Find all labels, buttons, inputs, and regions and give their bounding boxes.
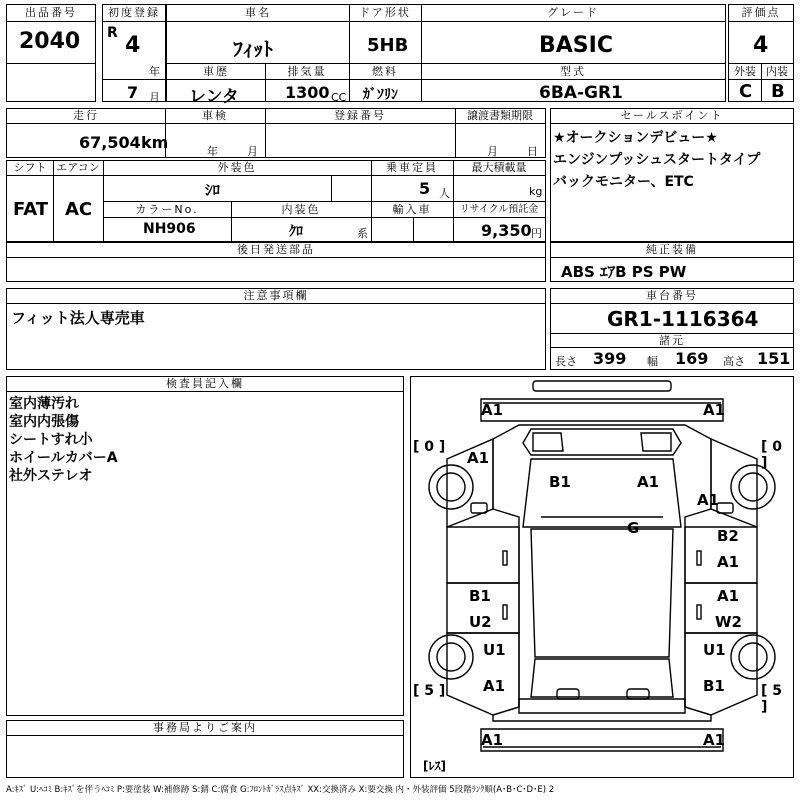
capacity: 5: [419, 179, 431, 198]
chassis-no: GR1-1116364: [607, 307, 759, 331]
aircon-header: エアコン: [56, 161, 100, 174]
mileage: 67,504: [79, 133, 141, 152]
chassis-box: [550, 288, 794, 370]
selling-point-3: バックモニター、ETC: [553, 174, 694, 190]
car-diagram-box: [410, 376, 794, 778]
legend: A:ｷｽﾞ U:ﾍｺﾐ B:ｷｽﾞを伴うﾍｺﾐ P:要塗装 W:補修跡 S:錆 C:腐食 G:ﾌﾛﾝﾄｶﾞﾗｽ点ｷｽﾞ XX:交換済み X:要交換 内・外装評価 5段階ﾗﾝｸ順(A･B･C･D･E) 2: [6, 785, 555, 795]
spec-length-label: 長さ: [555, 355, 577, 368]
reg-year: 4: [125, 33, 141, 58]
inspector-note-2: 室内内張傷: [9, 414, 79, 430]
lot-box: [6, 4, 96, 102]
score-header: 評価点: [741, 6, 781, 19]
equipment: ABS ｴｱB PS PW: [561, 263, 687, 281]
spec-length: 399: [593, 349, 627, 368]
notes-box: [6, 288, 546, 370]
color-no-header: カラーNo.: [135, 203, 199, 216]
lot-number: 2040: [19, 29, 81, 54]
km-unit: km: [141, 133, 169, 152]
later-parts-header: 後日発送部品: [237, 243, 315, 256]
recycle: 9,350: [481, 221, 532, 240]
spec-box: [6, 160, 546, 242]
notes: フィット法人専売車: [11, 309, 145, 327]
grade: BASIC: [539, 33, 613, 58]
history-header: 車歴: [203, 65, 229, 78]
inspector-note-1: 室内薄汚れ: [9, 396, 79, 412]
reg-no-header: 登録番号: [334, 109, 386, 122]
damage-rdoor-b2: B2: [717, 527, 739, 545]
displacement: 1300: [285, 83, 330, 102]
damage-front-bumper-left: A1: [481, 401, 504, 419]
inspector-box: [6, 376, 404, 716]
mileage-box: [6, 108, 546, 158]
displacement-header: 排気量: [287, 65, 327, 78]
year-unit: 年: [149, 65, 160, 78]
model: 6BA-GR1: [539, 83, 623, 103]
spec-width-label: 幅: [647, 355, 658, 368]
car-name-header: 車名: [245, 6, 271, 19]
inspection-header: 車検: [202, 109, 228, 122]
history: レンタ: [189, 87, 239, 107]
name-box: [166, 4, 726, 107]
shift-header: シフト: [13, 161, 47, 174]
notes-header: 注意事項欄: [243, 289, 309, 302]
damage-fender-right: A1: [697, 491, 720, 509]
tire-fl: [ 0 ]: [413, 439, 446, 455]
ext-grade: C: [739, 81, 753, 102]
tire-rr: [ 5 ]: [761, 683, 783, 715]
damage-rrdoor-w2: W2: [715, 613, 742, 631]
score-box: [728, 4, 794, 102]
door-type: 5HB: [367, 35, 409, 56]
transfer-month-unit: 月: [487, 145, 498, 158]
first-reg-header: 初度登録: [108, 6, 160, 19]
exterior-header: 外装: [734, 65, 756, 78]
damage-roof: G: [627, 519, 640, 537]
tire-fr: [ 0 ]: [761, 439, 783, 471]
mileage-header: 走行: [73, 109, 99, 122]
selling-points-header: セールスポイント: [620, 109, 724, 122]
max-load-header: 最大積載量: [471, 161, 527, 174]
int-color: ｸﾛ: [289, 224, 303, 240]
capacity-unit: 人: [439, 187, 450, 200]
inspector-note-4: ホイールカバーA: [9, 450, 118, 466]
recycle-header: リサイクル預託金: [459, 204, 539, 215]
specs-header: 諸元: [659, 334, 685, 347]
interior-header: 内装: [766, 65, 788, 78]
equipment-box: [550, 242, 794, 282]
grade-header: グレード: [547, 6, 599, 19]
tire-spare: [ﾚｽ]: [423, 759, 446, 773]
first-reg-box: [102, 4, 166, 102]
damage-fender-left: A1: [467, 449, 490, 467]
era: R: [107, 25, 118, 41]
damage-ldoor-b1: B1: [469, 587, 491, 605]
damage-rear-bumper-right: A1: [703, 731, 726, 749]
import-header: 輸入車: [392, 203, 432, 216]
car-diagram: [411, 377, 793, 777]
tire-rl: [ 5 ]: [413, 683, 446, 699]
damage-rquarter: B1: [703, 677, 725, 695]
damage-ldoor-u2: U2: [469, 613, 492, 631]
reg-month: 7: [127, 83, 139, 102]
month-unit: 月: [149, 91, 160, 104]
selling-point-1: ★オークションデビュー★: [553, 130, 718, 146]
damage-lquarter: A1: [483, 677, 506, 695]
damage-hood-left: B1: [549, 473, 571, 491]
inspector-note-3: シートすれ小: [9, 432, 93, 448]
inspector-header: 検査員記入欄: [166, 377, 244, 390]
aircon: AC: [65, 199, 93, 220]
damage-rwheel: U1: [703, 641, 726, 659]
fuel-header: 燃料: [372, 65, 398, 78]
int-color-header: 内装色: [281, 203, 321, 216]
shift: FAT: [13, 199, 49, 220]
spec-width: 169: [675, 349, 709, 368]
ext-color: ｼﾛ: [205, 181, 221, 199]
inspector-note-5: 社外ステレオ: [9, 468, 93, 484]
spec-height: 151: [757, 349, 791, 368]
insp-year-unit: 年: [207, 145, 218, 158]
damage-rear-bumper-left: A1: [481, 731, 504, 749]
insp-month-unit: 月: [247, 145, 258, 158]
door-header: ドア形状: [359, 6, 411, 19]
chassis-header: 車台番号: [646, 289, 698, 302]
load-unit: kg: [529, 185, 543, 198]
cc-unit: CC: [331, 91, 347, 104]
damage-hood-right: A1: [637, 473, 660, 491]
transfer-day-unit: 日: [527, 145, 538, 158]
spec-height-label: 高さ: [723, 355, 745, 368]
fuel: ｶﾞｿﾘﾝ: [363, 87, 398, 103]
office-box: [6, 720, 404, 778]
model-header: 型式: [560, 65, 586, 78]
int-color-unit: 系: [357, 227, 368, 240]
capacity-header: 乗車定員: [386, 161, 438, 174]
car-name: ﾌｨｯﾄ: [233, 37, 273, 61]
selling-points-box: [550, 108, 794, 242]
ext-color-header: 外装色: [217, 161, 257, 174]
damage-rrdoor-a1: A1: [717, 587, 740, 605]
transfer-header: 譲渡書類期限: [467, 109, 533, 122]
score: 4: [753, 33, 769, 58]
later-parts-box: [6, 242, 546, 282]
lot-header: 出品番号: [25, 6, 77, 19]
damage-front-bumper-right: A1: [703, 401, 726, 419]
damage-rdoor-a1: A1: [717, 553, 740, 571]
color-no: NH906: [143, 221, 196, 237]
selling-point-2: エンジンプッシュスタートタイプ: [553, 152, 761, 168]
damage-lwheel: U1: [483, 641, 506, 659]
int-grade: B: [771, 81, 785, 102]
office-header: 事務局よりご案内: [153, 721, 257, 734]
yen-unit: 円: [531, 227, 542, 240]
equipment-header: 純正装備: [646, 243, 698, 256]
